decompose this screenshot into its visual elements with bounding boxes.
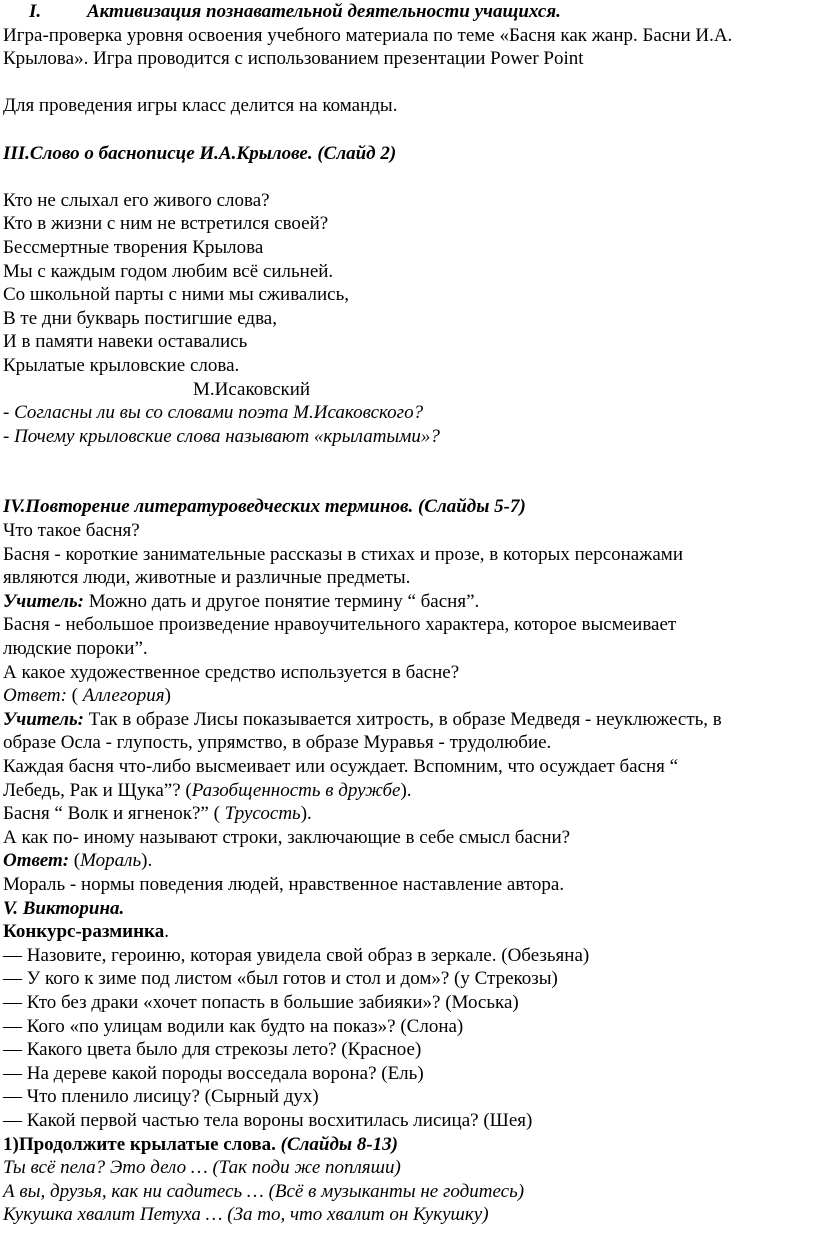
poem-line: В те дни букварь постигшие едва, — [3, 307, 277, 329]
blank-line — [3, 165, 816, 189]
question-dash: - — [3, 425, 15, 447]
text-line: Что такое басня? — [3, 520, 140, 542]
text-line: Басня - небольшое произведение нравоучительного характера, которое высмеивает — [3, 614, 677, 636]
warmup-title: Конкурс-разминка — [3, 921, 165, 943]
blank-line — [3, 71, 816, 95]
question-text: Согласны ли вы со словами поэта М.Исаковского? — [14, 402, 424, 424]
text-line — [3, 590, 816, 614]
answer-label: Ответ: — [3, 685, 67, 707]
text-line — [3, 849, 816, 873]
text-line: образе Осла - глупость, упрямство, в образе Муравья - трудолюбие. — [3, 732, 552, 754]
text-line: Мораль - нормы поведения людей, нравственное наставление автора. — [3, 873, 565, 895]
text-span: ( — [69, 850, 81, 872]
text-span: Лебедь, Рак и Щука”? ( — [3, 779, 192, 801]
text-span: ). — [300, 803, 312, 825]
quiz-question: — Какого цвета было для стрекозы лето? (Красное) — [3, 1039, 422, 1061]
text-line: А как по- иному называют строки, заключающие в себе смысл басни? — [3, 826, 571, 848]
section-3-heading: III.Слово о баснописце И.А.Крылове. (Слайд 2) — [3, 142, 397, 164]
question-text: Почему крыловские слова называют «крылатыми»? — [14, 425, 440, 447]
phrase-line: А вы, друзья, как ни садитесь … (Всё в музыканты не годитесь) — [3, 1180, 525, 1202]
poem-author: М.Исаковский — [193, 378, 311, 400]
section-1-heading — [3, 0, 816, 24]
poem-line: Кто в жизни с ним не встретился своей? — [3, 213, 329, 235]
teacher-label: Учитель: — [3, 590, 85, 612]
answer-text: Трусость — [224, 803, 301, 825]
answer-text: Мораль — [80, 850, 142, 872]
text-span: Можно дать и другое понятие термину “ басня”. — [84, 590, 480, 612]
section-1-paragraph-line: Игра-проверка уровня освоения учебного материала по теме «Басня как жанр. Басни И.А. — [3, 24, 733, 46]
task-1-slides: (Слайды 8-13) — [275, 1133, 398, 1155]
text-line — [3, 802, 816, 826]
text-line: являются люди, животные и различные предметы. — [3, 567, 411, 589]
task-1-title: 1)Продолжите крылатые слова. — [3, 1133, 276, 1155]
poem-line: И в памяти навеки оставались — [3, 331, 248, 353]
question-line — [3, 401, 816, 425]
question-line — [3, 425, 816, 449]
text-span: Так в образе Лисы показывается хитрость, в образе Медведя - неуклюжесть, в — [84, 708, 722, 730]
text-span: . — [164, 921, 169, 943]
blank-line — [3, 472, 816, 496]
text-line: людские пороки”. — [3, 638, 148, 660]
text-line — [3, 708, 816, 732]
text-line — [3, 684, 816, 708]
answer-label: Ответ: — [3, 850, 70, 872]
poem-line: Бессмертные творения Крылова — [3, 236, 264, 258]
text-line: Басня - короткие занимательные рассказы в стихах и прозе, в которых персонажами — [3, 543, 683, 565]
section-1-paragraph-2: Для проведения игры класс делится на команды. — [3, 95, 398, 117]
section-5-heading: V. Викторина. — [3, 897, 125, 919]
answer-text: Разобщенность в дружбе — [191, 779, 401, 801]
warmup-heading — [3, 920, 816, 944]
task-1-heading — [3, 1133, 816, 1157]
question-dash: - — [3, 402, 15, 424]
quiz-question: — Кто без драки «хочет попасть в большие забияки»? (Моська) — [3, 991, 519, 1013]
poem-line: Крылатые крыловские слова. — [3, 354, 240, 376]
section-1-title: Активизация познавательной деятельности учащихся. — [87, 1, 561, 22]
text-span: ). — [400, 779, 412, 801]
text-span: ). — [141, 850, 153, 872]
text-span: Басня “ Волк и ягненок?” ( — [3, 803, 225, 825]
phrase-line: Ты всё пела? Это дело … (Так поди же попляши) — [3, 1157, 401, 1179]
section-1-paragraph-line: Крылова». Игра проводится с использованием презентации Power Point — [3, 48, 584, 70]
section-4-heading: IV.Повторение литературоведческих терминов. (Слайды 5-7) — [3, 496, 526, 518]
quiz-question: — Что пленило лисицу? (Сырный дух) — [3, 1086, 319, 1108]
text-line: А какое художественное средство используется в басне? — [3, 661, 460, 683]
text-line: Каждая басня что-либо высмеивает или осуждает. Вспомним, что осуждает басня “ — [3, 756, 679, 777]
blank-line — [3, 118, 816, 142]
section-1-number: I. — [29, 1, 42, 22]
poem-line: Мы с каждым годом любим всё сильней. — [3, 260, 334, 282]
text-span: ) — [164, 685, 171, 707]
blank-line — [3, 448, 816, 472]
phrase-line: Кукушка хвалит Петуха … (За то, что хвалит он Кукушку) — [3, 1204, 489, 1226]
quiz-question: — Кого «по улицам водили как будто на показ»? (Слона) — [3, 1015, 464, 1037]
quiz-question: — Какой первой частью тела вороны восхитилась лисица? (Шея) — [3, 1109, 533, 1131]
quiz-question: — У кого к зиме под листом «был готов и стол и дом»? (у Стрекозы) — [3, 968, 558, 990]
poem-line: Кто не слыхал его живого слова? — [3, 189, 270, 211]
quiz-question: — На дереве какой породы восседала ворона? (Ель) — [3, 1062, 424, 1084]
quiz-question: — Назовите, героиню, которая увидела свой образ в зеркале. (Обезьяна) — [3, 944, 590, 966]
text-line — [3, 779, 816, 803]
text-span: ( — [66, 685, 83, 707]
teacher-label: Учитель: — [3, 708, 85, 730]
answer-text: Аллегория — [82, 685, 165, 707]
poem-line: Со школьной парты с ними мы сживались, — [3, 284, 350, 306]
